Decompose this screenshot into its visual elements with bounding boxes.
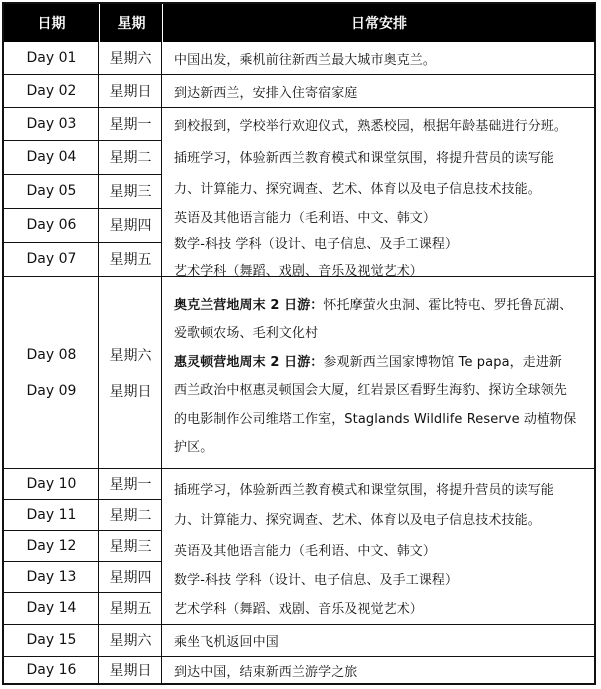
day-cell: Day 10 <box>26 475 77 492</box>
schedule-line: 到达中国，结束新西兰游学之旅 <box>174 665 358 680</box>
day-cell: Day 16 <box>26 661 77 678</box>
trip-detail: 参观新西兰国家博物馆 Te papa，走进新 <box>323 355 563 370</box>
schedule-line: 力、计算能力、探究调查、艺术、体育以及电子信息技术技能。 <box>174 182 541 197</box>
weekday-cell: 星期日 <box>109 662 152 679</box>
day-cell: Day 07 <box>26 251 77 267</box>
weekday-cell: 星期五 <box>109 252 152 268</box>
schedule-line: 插班学习，体验新西兰教育模式和课堂氛围，将提升营员的读写能 <box>174 483 554 498</box>
weekday-cell: 星期日 <box>109 83 152 100</box>
schedule-line: 力、计算能力、探究调查、艺术、体育以及电子信息技术技能。 <box>174 513 541 528</box>
day-cell: Day 11 <box>26 506 77 523</box>
weekday-cell: 星期六 <box>109 348 152 364</box>
schedule-line: 乘坐飞机返回中国 <box>174 635 279 650</box>
weekday-cell: 星期六 <box>109 633 152 649</box>
schedule-line: 到校报到，学校举行欢迎仪式，熟悉校园，根据年龄基础进行分班。 <box>174 119 568 134</box>
schedule-line: 数学-科技 学科（设计、电子信息、及手工课程） <box>174 573 459 588</box>
schedule-line: 爱歌顿农场、毛利文化村 <box>174 326 319 341</box>
schedule-line: 插班学习，体验新西兰教育模式和课堂氛围，将提升营员的读写能 <box>174 151 554 166</box>
schedule-line: 数学-科技 学科（设计、电子信息、及手工课程） <box>174 237 459 252</box>
weekday-cell: 星期一 <box>109 476 152 493</box>
day-cell: Day 05 <box>26 183 77 199</box>
day-cell: Day 03 <box>26 115 77 132</box>
day-cell: Day 02 <box>26 82 77 99</box>
schedule-line: 英语及其他语言能力（毛利语、中文、韩文） <box>174 211 437 226</box>
trip-title: 奥克兰营地周末 2 日游： <box>174 298 324 313</box>
day-cell: Day 15 <box>26 632 77 648</box>
weekday-cell: 星期二 <box>109 507 152 524</box>
schedule-line <box>174 294 572 313</box>
schedule-line: 中国出发，乘机前往新西兰最大城市奥克兰。 <box>174 53 437 68</box>
day-cell: Day 06 <box>26 217 77 233</box>
schedule-line: 护区。 <box>174 440 214 455</box>
day-cell: Day 04 <box>26 149 77 165</box>
weekday-cell: 星期三 <box>109 184 152 200</box>
header-date: 日期 <box>4 4 99 42</box>
weekday-cell: 星期四 <box>109 569 152 586</box>
weekday-cell: 星期二 <box>109 150 152 166</box>
weekday-cell: 星期三 <box>109 538 152 555</box>
weekday-cell: 星期日 <box>109 384 152 400</box>
day-cell: Day 12 <box>26 537 77 554</box>
weekday-cell: 星期一 <box>109 116 152 133</box>
day-cell: Day 14 <box>26 600 77 616</box>
schedule-line <box>174 351 562 370</box>
weekday-cell: 星期六 <box>109 51 152 67</box>
day-cell: Day 01 <box>26 50 77 66</box>
day-cell: Day 08 <box>26 347 77 363</box>
day-cell: Day 13 <box>26 568 77 585</box>
schedule-line: 到达新西兰，安排入住寄宿家庭 <box>174 86 358 101</box>
schedule-line: 的电影制作公司维塔工作室，Staglands Wildlife Reserve 动植物保 <box>174 412 577 427</box>
header-schedule: 日常安排 <box>162 4 595 42</box>
day-cell: Day 09 <box>26 383 77 399</box>
trip-title: 惠灵顿营地周末 2 日游： <box>174 355 324 370</box>
schedule-line: 艺术学科（舞蹈、戏剧、音乐及视觉艺术） <box>174 264 423 279</box>
schedule-line: 英语及其他语言能力（毛利语、中文、韩文） <box>174 544 437 559</box>
schedule-line: 艺术学科（舞蹈、戏剧、音乐及视觉艺术） <box>174 602 423 617</box>
weekday-cell: 星期四 <box>109 218 152 234</box>
trip-detail: 怀托摩萤火虫洞、霍比特屯、罗托鲁瓦湖、 <box>323 298 573 313</box>
header-weekday: 星期 <box>99 4 163 42</box>
weekday-cell: 星期五 <box>109 601 152 617</box>
schedule-line: 西兰政治中枢惠灵顿国会大厦，红岩景区看野生海豹、探访全球领先 <box>174 383 568 398</box>
schedule-table <box>2 2 596 685</box>
